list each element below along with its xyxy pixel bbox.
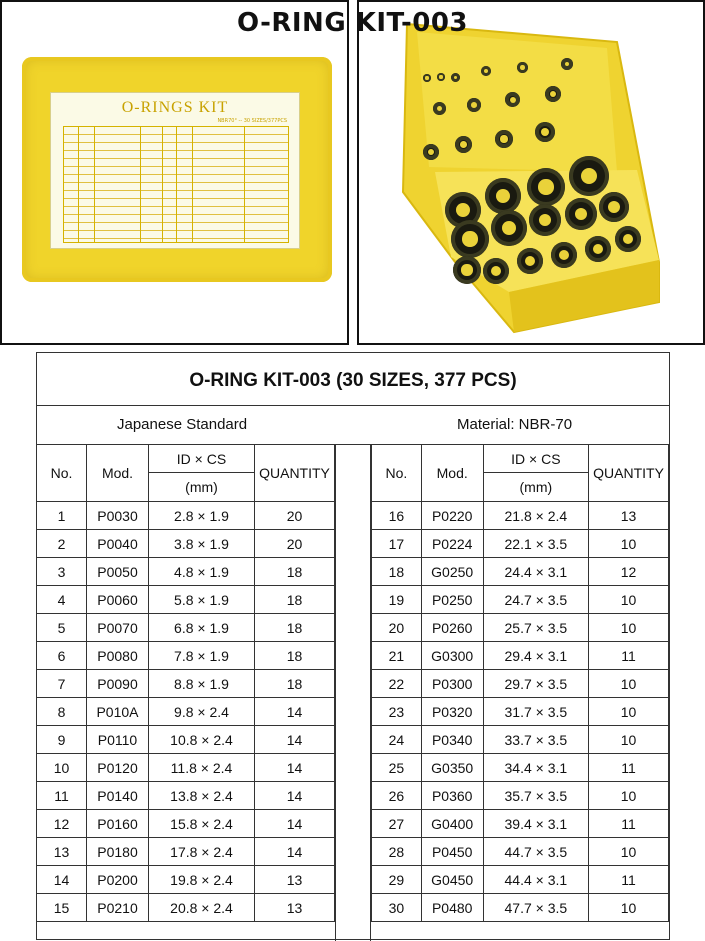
- table-row: [372, 726, 669, 754]
- cell-no: 29: [372, 866, 422, 894]
- table-meta: [37, 405, 669, 445]
- spec-table-left: [36, 444, 335, 922]
- col-header-mod: Mod.: [87, 445, 149, 502]
- closed-box-photo: [0, 0, 349, 345]
- cell-qty: 10: [589, 698, 669, 726]
- cell-no: 8: [37, 698, 87, 726]
- cell-size: 29.7 × 3.5: [483, 670, 588, 698]
- table-row: [372, 810, 669, 838]
- cell-size: 35.7 × 3.5: [483, 782, 588, 810]
- cell-size: 33.7 × 3.5: [483, 726, 588, 754]
- cell-no: 18: [372, 558, 422, 586]
- cell-size: 21.8 × 2.4: [483, 502, 588, 530]
- col-header-quantity: QUANTITY: [255, 445, 335, 502]
- cell-qty: 12: [589, 558, 669, 586]
- cell-size: 29.4 × 3.1: [483, 642, 588, 670]
- table-row: [372, 894, 669, 922]
- cell-qty: 18: [255, 614, 335, 642]
- cell-qty: 10: [589, 614, 669, 642]
- table-title: O-RING KIT-003 (30 SIZES, 377 PCS): [37, 353, 669, 406]
- cell-mod: P0224: [421, 530, 483, 558]
- table-row: [372, 838, 669, 866]
- cell-size: 5.8 × 1.9: [149, 586, 255, 614]
- cell-mod: G0300: [421, 642, 483, 670]
- cell-mod: P0160: [87, 810, 149, 838]
- cell-no: 28: [372, 838, 422, 866]
- table-row: [372, 558, 669, 586]
- cell-size: 24.7 × 3.5: [483, 586, 588, 614]
- cell-mod: P0480: [421, 894, 483, 922]
- column-gap: [335, 444, 371, 941]
- table-row: [37, 894, 335, 922]
- ring-compartments: [401, 22, 651, 322]
- table-row: [372, 754, 669, 782]
- table-row: [37, 782, 335, 810]
- col-header-no: No.: [372, 445, 422, 502]
- cell-mod: P0300: [421, 670, 483, 698]
- table-row: [372, 586, 669, 614]
- cell-size: 15.8 × 2.4: [149, 810, 255, 838]
- table-row: [37, 614, 335, 642]
- cell-mod: P0260: [421, 614, 483, 642]
- cell-no: 20: [372, 614, 422, 642]
- cell-size: 31.7 × 3.5: [483, 698, 588, 726]
- cell-mod: P0070: [87, 614, 149, 642]
- cell-qty: 10: [589, 782, 669, 810]
- box-label: [50, 92, 300, 249]
- table-row: [37, 642, 335, 670]
- cell-mod: P0320: [421, 698, 483, 726]
- cell-size: 17.8 × 2.4: [149, 838, 255, 866]
- cell-mod: P0110: [87, 726, 149, 754]
- cell-no: 6: [37, 642, 87, 670]
- cell-mod: P0060: [87, 586, 149, 614]
- cell-mod: P0180: [87, 838, 149, 866]
- cell-no: 30: [372, 894, 422, 922]
- table-row: [372, 614, 669, 642]
- box-label-title: O-RINGS KIT: [121, 99, 229, 116]
- col-header-mod: Mod.: [421, 445, 483, 502]
- cell-size: 44.4 × 3.1: [483, 866, 588, 894]
- col-header-unit: (mm): [149, 473, 255, 502]
- cell-qty: 14: [255, 782, 335, 810]
- cell-no: 17: [372, 530, 422, 558]
- cell-mod: P0140: [87, 782, 149, 810]
- cell-no: 25: [372, 754, 422, 782]
- cell-no: 19: [372, 586, 422, 614]
- page-title: O-RING KIT-003: [236, 8, 469, 38]
- cell-no: 7: [37, 670, 87, 698]
- cell-no: 22: [372, 670, 422, 698]
- table-row: [37, 530, 335, 558]
- cell-qty: 14: [255, 726, 335, 754]
- cell-qty: 18: [255, 586, 335, 614]
- table-row: [37, 502, 335, 530]
- cell-mod: P0340: [421, 726, 483, 754]
- cell-no: 11: [37, 782, 87, 810]
- cell-no: 14: [37, 866, 87, 894]
- cell-size: 19.8 × 2.4: [149, 866, 255, 894]
- cell-qty: 11: [589, 642, 669, 670]
- box-label-subtitle: NBR70° -- 30 SIZES/377PCS: [217, 118, 287, 124]
- cell-qty: 18: [255, 670, 335, 698]
- material-label: Material: NBR-70: [457, 416, 573, 433]
- table-row: [372, 642, 669, 670]
- box-label-grid: [63, 126, 289, 243]
- cell-no: 27: [372, 810, 422, 838]
- cell-qty: 13: [255, 894, 335, 922]
- table-row: [372, 698, 669, 726]
- spec-table-right: [371, 444, 669, 922]
- cell-size: 20.8 × 2.4: [149, 894, 255, 922]
- cell-no: 4: [37, 586, 87, 614]
- cell-size: 10.8 × 2.4: [149, 726, 255, 754]
- cell-mod: P010A: [87, 698, 149, 726]
- cell-mod: P0250: [421, 586, 483, 614]
- col-header-unit: (mm): [483, 473, 588, 502]
- cell-qty: 14: [255, 810, 335, 838]
- cell-size: 8.8 × 1.9: [149, 670, 255, 698]
- banner: [0, 0, 705, 50]
- cell-no: 21: [372, 642, 422, 670]
- cell-no: 10: [37, 754, 87, 782]
- cell-mod: P0090: [87, 670, 149, 698]
- cell-mod: G0350: [421, 754, 483, 782]
- col-header-size: ID × CS: [149, 445, 255, 473]
- cell-mod: P0120: [87, 754, 149, 782]
- table-row: [37, 558, 335, 586]
- table-row: [372, 530, 669, 558]
- cell-mod: P0210: [87, 894, 149, 922]
- cell-qty: 10: [589, 838, 669, 866]
- cell-qty: 10: [589, 894, 669, 922]
- cell-qty: 13: [589, 502, 669, 530]
- cell-size: 24.4 × 3.1: [483, 558, 588, 586]
- cell-mod: P0450: [421, 838, 483, 866]
- cell-size: 44.7 × 3.5: [483, 838, 588, 866]
- cell-qty: 11: [589, 866, 669, 894]
- open-box-photo: [357, 0, 705, 345]
- cell-size: 4.8 × 1.9: [149, 558, 255, 586]
- cell-size: 34.4 × 3.1: [483, 754, 588, 782]
- table-row: [37, 866, 335, 894]
- cell-qty: 14: [255, 754, 335, 782]
- cell-size: 2.8 × 1.9: [149, 502, 255, 530]
- cell-size: 47.7 × 3.5: [483, 894, 588, 922]
- cell-mod: P0200: [87, 866, 149, 894]
- cell-qty: 13: [255, 866, 335, 894]
- cell-mod: G0400: [421, 810, 483, 838]
- cell-mod: P0080: [87, 642, 149, 670]
- cell-no: 26: [372, 782, 422, 810]
- cell-qty: 20: [255, 502, 335, 530]
- spec-table: [36, 352, 670, 940]
- table-row: [37, 670, 335, 698]
- table-row: [37, 698, 335, 726]
- cell-no: 9: [37, 726, 87, 754]
- cell-qty: 14: [255, 838, 335, 866]
- cell-no: 23: [372, 698, 422, 726]
- table-row: [372, 670, 669, 698]
- col-header-size: ID × CS: [483, 445, 588, 473]
- cell-no: 12: [37, 810, 87, 838]
- cell-mod: P0030: [87, 502, 149, 530]
- cell-qty: 14: [255, 698, 335, 726]
- table-row: [37, 586, 335, 614]
- cell-no: 24: [372, 726, 422, 754]
- cell-qty: 18: [255, 642, 335, 670]
- cell-qty: 10: [589, 530, 669, 558]
- table-row: [372, 782, 669, 810]
- cell-qty: 10: [589, 726, 669, 754]
- cell-size: 25.7 × 3.5: [483, 614, 588, 642]
- cell-size: 9.8 × 2.4: [149, 698, 255, 726]
- table-row: [37, 810, 335, 838]
- cell-no: 13: [37, 838, 87, 866]
- cell-mod: P0220: [421, 502, 483, 530]
- cell-mod: P0050: [87, 558, 149, 586]
- cell-mod: P0360: [421, 782, 483, 810]
- cell-size: 13.8 × 2.4: [149, 782, 255, 810]
- cell-qty: 20: [255, 530, 335, 558]
- cell-qty: 10: [589, 586, 669, 614]
- cell-qty: 18: [255, 558, 335, 586]
- table-row: [372, 502, 669, 530]
- standard-label: Japanese Standard: [117, 416, 248, 433]
- cell-mod: G0450: [421, 866, 483, 894]
- cell-no: 16: [372, 502, 422, 530]
- cell-qty: 11: [589, 754, 669, 782]
- cell-no: 15: [37, 894, 87, 922]
- cell-size: 22.1 × 3.5: [483, 530, 588, 558]
- table-row: [372, 866, 669, 894]
- cell-qty: 11: [589, 810, 669, 838]
- cell-size: 39.4 × 3.1: [483, 810, 588, 838]
- cell-qty: 10: [589, 670, 669, 698]
- cell-no: 5: [37, 614, 87, 642]
- cell-no: 2: [37, 530, 87, 558]
- cell-mod: P0040: [87, 530, 149, 558]
- table-row: [37, 838, 335, 866]
- cell-no: 1: [37, 502, 87, 530]
- cell-size: 3.8 × 1.9: [149, 530, 255, 558]
- col-header-quantity: QUANTITY: [589, 445, 669, 502]
- cell-size: 11.8 × 2.4: [149, 754, 255, 782]
- cell-size: 7.8 × 1.9: [149, 642, 255, 670]
- cell-no: 3: [37, 558, 87, 586]
- table-row: [37, 754, 335, 782]
- cell-mod: G0250: [421, 558, 483, 586]
- cell-size: 6.8 × 1.9: [149, 614, 255, 642]
- col-header-no: No.: [37, 445, 87, 502]
- table-row: [37, 726, 335, 754]
